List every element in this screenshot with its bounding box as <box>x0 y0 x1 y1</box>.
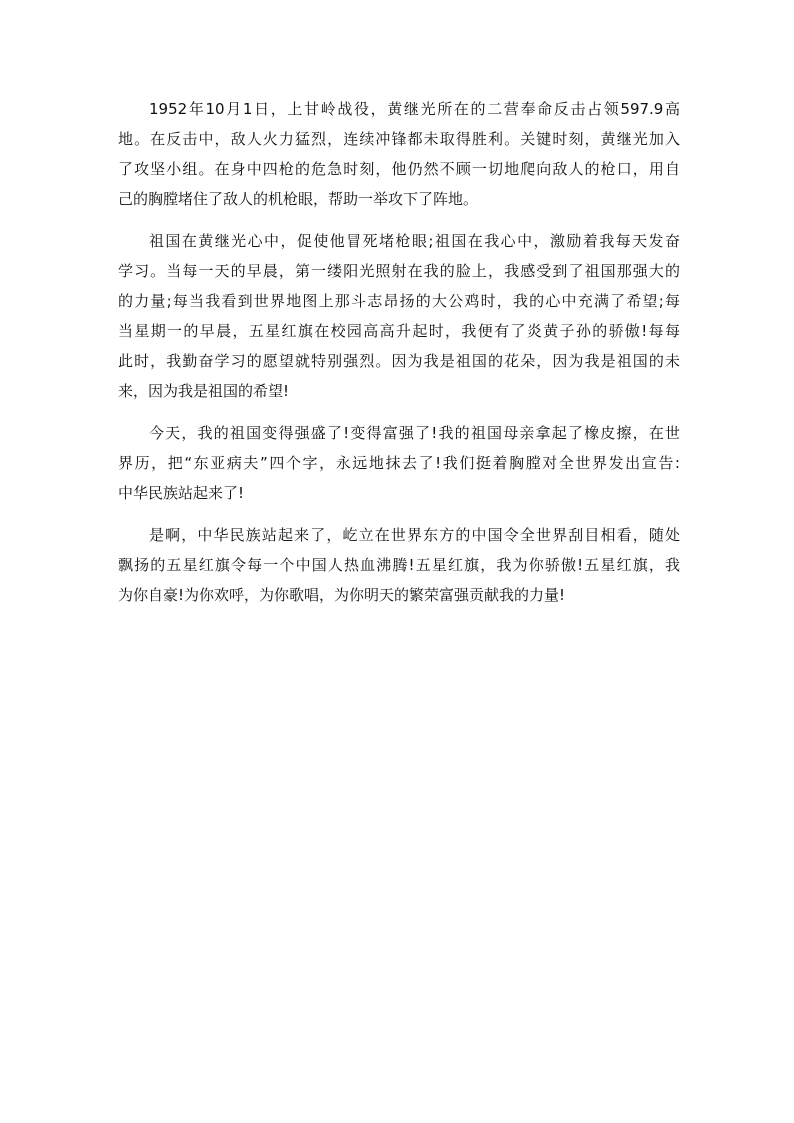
text-line: 此时，我勤奋学习的愿望就特别强烈。因为我是祖国的花朵，因为我是祖国的未 <box>118 352 680 370</box>
text-line: 来，因为我是祖国的希望! <box>118 382 290 400</box>
text-line: 地。在反击中，敌人火力猛烈，连续冲锋都未取得胜利。关键时刻，黄继光加入 <box>118 130 680 148</box>
text-line: 学习。当每一天的早晨，第一缕阳光照射在我的脸上，我感受到了祖国那强大的 <box>118 262 680 280</box>
text-line: 当星期一的早晨，五星红旗在校园高高升起时，我便有了炎黄子孙的骄傲!每每 <box>118 322 680 340</box>
text-line: 是啊，中华民族站起来了，屹立在世界东方的中国令全世界刮目相看，随处 <box>149 526 680 544</box>
text-line: 今天，我的祖国变得强盛了!变得富强了!我的祖国母亲拿起了橡皮擦，在世 <box>149 424 680 442</box>
text-line: 祖国在黄继光心中，促使他冒死堵枪眼;祖国在我心中，激励着我每天发奋 <box>149 232 680 250</box>
text-line: 的力量;每当我看到世界地图上那斗志昂扬的大公鸡时，我的心中充满了希望;每 <box>118 292 680 310</box>
text-line: 界历，把“东亚病夫”四个字，永远地抹去了!我们挺着胸膛对全世界发出宣告: <box>118 454 680 472</box>
document-body <box>118 94 680 622</box>
text-line: 为你自豪!为你欢呼，为你歌唱，为你明天的繁荣富强贡献我的力量! <box>118 586 566 604</box>
text-line: 了攻坚小组。在身中四枪的危急时刻，他仍然不顾一切地爬向敌人的枪口，用自 <box>118 160 680 178</box>
text-line: 己的胸膛堵住了敌人的机枪眼，帮助一举攻下了阵地。 <box>118 190 479 208</box>
paragraph-3 <box>118 418 680 508</box>
paragraph-2 <box>118 226 680 406</box>
text-line: 1952年10月1日，上甘岭战役，黄继光所在的二营奉命反击占领597.9高 <box>149 100 680 118</box>
text-line: 飘扬的五星红旗令每一个中国人热血沸腾!五星红旗，我为你骄傲!五星红旗，我 <box>118 556 680 574</box>
paragraph-4 <box>118 520 680 610</box>
paragraph-1 <box>118 94 680 214</box>
text-line: 中华民族站起来了! <box>118 484 245 502</box>
